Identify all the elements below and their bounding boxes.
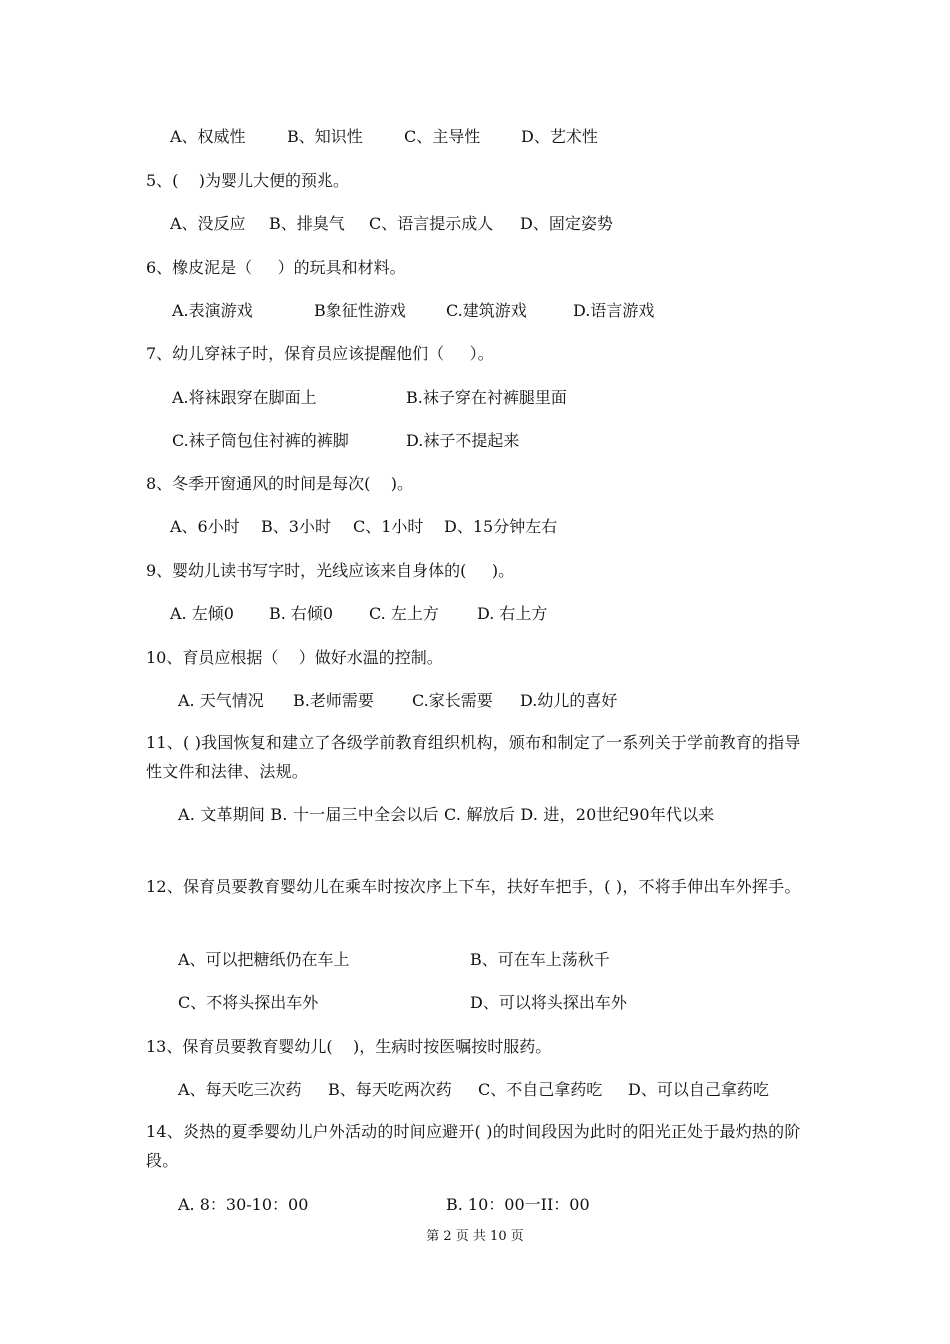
q7-option-a: A.将袜跟穿在脚面上: [172, 388, 317, 407]
q14-option-a: A. 8：30-10：00: [178, 1195, 309, 1214]
q9-stem: 9、婴幼儿读书写字时，光线应该来自身体的( )。: [146, 561, 515, 580]
q9-option-a: A. 左倾0: [170, 604, 234, 623]
q8-stem: 8、冬季开窗通风的时间是每次( )。: [146, 474, 414, 493]
q12-option-c: C、不将头探出车外: [178, 993, 319, 1012]
q12-option-d: D、可以将头探出车外: [470, 993, 627, 1012]
q8-option-d: D、15分钟左右: [444, 517, 558, 536]
q13-option-c: C、不自己拿药吃: [478, 1080, 603, 1099]
page-footer: 第 2 页 共 10 页: [426, 1229, 524, 1244]
q10-option-c: C.家长需要: [412, 691, 493, 710]
q10-option-d: D.幼儿的喜好: [520, 691, 618, 710]
q9-option-d: D. 右上方: [477, 604, 548, 623]
q8-option-a: A、6小时: [170, 517, 240, 536]
q4-option-d: D、艺术性: [521, 127, 598, 146]
q10-option-a: A. 天气情况: [178, 691, 264, 710]
q14-option-b: B. 10：00一II：00: [446, 1195, 590, 1214]
q11-stem: 11、( )我国恢复和建立了各级学前教育组织机构，颁布和制定了一系列关于学前教育的指导性文件和法律、法规。: [146, 733, 801, 781]
q5-option-d: D、固定姿势: [520, 214, 613, 233]
q4-option-b: B、知识性: [287, 127, 363, 146]
q5-option-c: C、语言提示成人: [369, 214, 494, 233]
q6-option-b: B象征性游戏: [314, 301, 406, 320]
q13-option-b: B、每天吃两次药: [328, 1080, 452, 1099]
q8-option-c: C、1小时: [353, 517, 424, 536]
q6-option-c: C.建筑游戏: [446, 301, 527, 320]
q12-option-b: B、可在车上荡秋千: [470, 950, 610, 969]
q13-stem: 13、保育员要教育婴幼儿( )，生病时按医嘱按时服药。: [146, 1037, 552, 1056]
q7-option-b: B.袜子穿在衬裤腿里面: [406, 388, 567, 407]
q12-stem: 12、保育员要教育婴幼儿在乘车时按次序上下车，扶好车把手，( )，不将手伸出车外挥手。: [146, 877, 801, 896]
q7-option-d: D.袜子不提起来: [406, 431, 520, 450]
q10-stem: 10、育员应根据（ ）做好水温的控制。: [146, 648, 443, 667]
q14-stem: 14、炎热的夏季婴幼儿户外活动的时间应避开( )的时间段因为此时的阳光正处于最灼热的阶段。: [146, 1122, 801, 1170]
q5-option-b: B、排臭气: [269, 214, 345, 233]
q6-option-a: A.表演游戏: [172, 301, 253, 320]
q13-option-d: D、可以自己拿药吃: [628, 1080, 769, 1099]
q6-stem: 6、橡皮泥是（ ）的玩具和材料。: [146, 258, 406, 277]
q4-option-c: C、主导性: [404, 127, 481, 146]
q8-option-b: B、3小时: [261, 517, 331, 536]
q10-option-b: B.老师需要: [293, 691, 374, 710]
q9-option-b: B. 右倾0: [269, 604, 334, 623]
q7-option-c: C.袜子筒包住衬裤的裤脚: [172, 431, 349, 450]
q9-option-c: C. 左上方: [369, 604, 439, 623]
q7-stem: 7、幼儿穿袜子时，保育员应该提醒他们（ ）。: [146, 344, 494, 363]
q5-stem: 5、( )为婴儿大便的预兆。: [146, 171, 350, 190]
q11-options: A. 文革期间 B. 十一届三中全会以后 C. 解放后 D. 进，20世纪90年代以来: [178, 805, 715, 824]
q12-option-a: A、可以把糖纸仍在车上: [178, 950, 350, 969]
q6-option-d: D.语言游戏: [573, 301, 655, 320]
q13-option-a: A、每天吃三次药: [178, 1080, 302, 1099]
q5-option-a: A、没反应: [170, 214, 246, 233]
q4-option-a: A、权威性: [170, 127, 246, 146]
